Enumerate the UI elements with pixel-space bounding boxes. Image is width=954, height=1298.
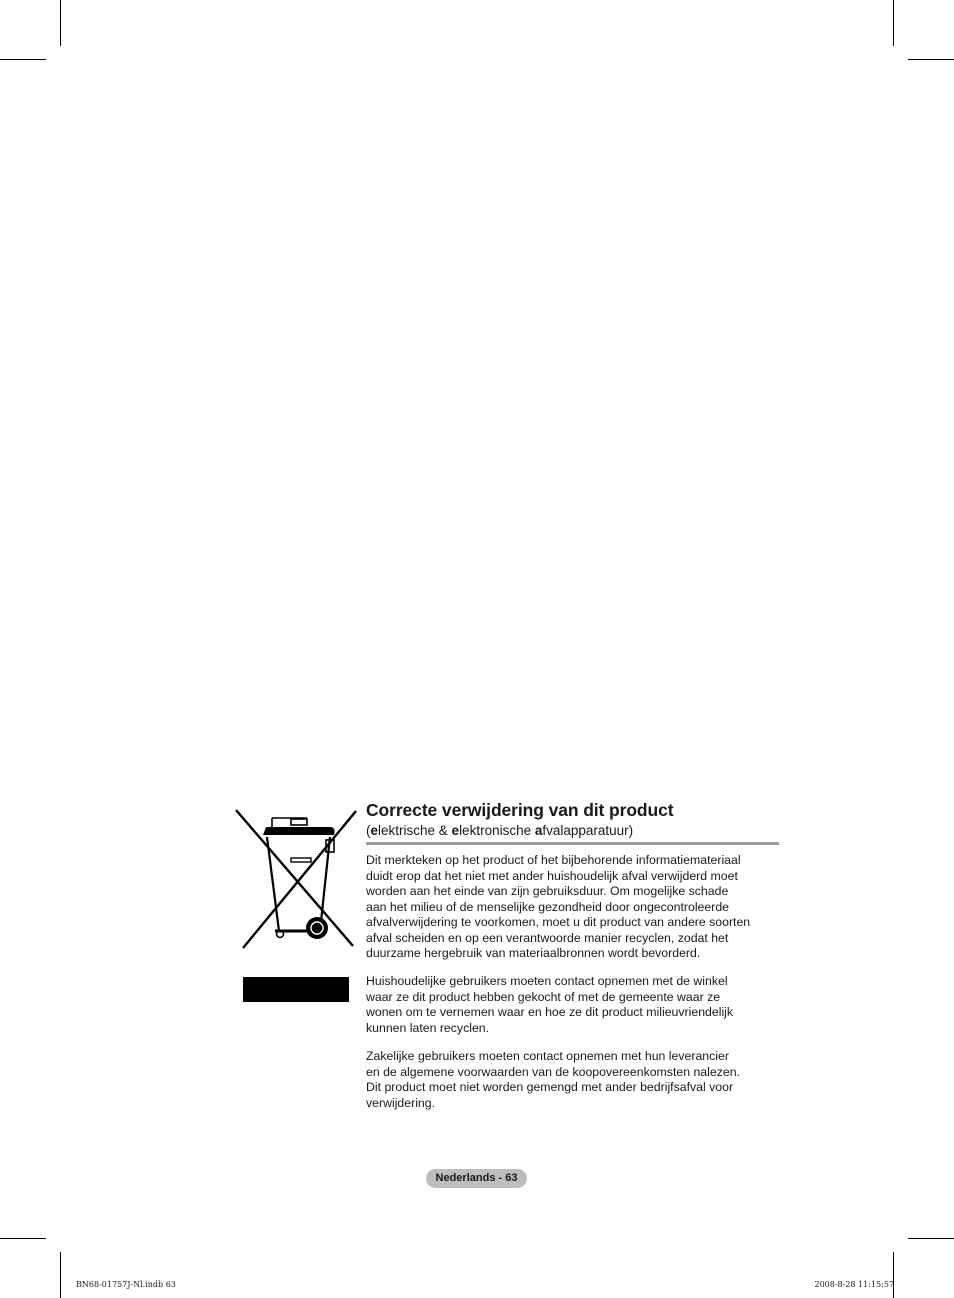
paragraph-household-users (366, 974, 782, 1036)
paragraph-line: verwijdering. (366, 1095, 436, 1110)
subtitle-part: lektrische & (378, 823, 452, 838)
paragraph-line: waar ze dit product hebben gekocht of met de gemeente waar ze (366, 989, 721, 1004)
page-number-badge: Nederlands - 63 (426, 1169, 527, 1188)
paragraph-line: en de algemene voorwaarden van de koopovereenkomsten nalezen. (366, 1064, 740, 1079)
crop-mark-top-right-horizontal (908, 59, 954, 60)
paragraph-business-users (366, 1049, 782, 1111)
crop-mark-top-left-horizontal (0, 59, 46, 60)
paragraph-line: Dit product moet niet worden gemengd met ander bedrijfsafval voor (366, 1080, 734, 1094)
paragraph-line: duurzame hergebruik van materiaalbronnen wordt bevorderd. (366, 946, 701, 960)
paragraph-line: duidt erop dat het niet met ander huishoudelijk afval verwijderd moet (366, 868, 738, 883)
crossed-out-wheelie-bin-icon (233, 808, 357, 950)
crop-mark-bottom-left-horizontal (0, 1238, 46, 1239)
subtitle-part-bold: e (370, 823, 379, 838)
crop-mark-bottom-right-vertical (893, 1252, 894, 1298)
crop-mark-top-left-vertical (60, 0, 61, 46)
print-date-info: 2008-8-28 11:15:57 (814, 1280, 894, 1289)
subtitle-part: fvalapparatuur) (542, 823, 634, 838)
paragraph-line: Huishoudelijke gebruikers moeten contact opnemen met de winkel (366, 974, 728, 988)
heading-divider (366, 842, 779, 845)
subtitle-part-bold: a (534, 823, 543, 838)
paragraph-household-disposal (366, 853, 782, 962)
crop-mark-top-right-vertical (893, 0, 894, 46)
paragraph-line: Dit merkteken op het product of het bijbehorende informatiemateriaal (366, 853, 741, 867)
paragraph-line: aan het milieu of de menselijke gezondheid door ongecontroleerde (366, 899, 730, 914)
subtitle-part-bold: e (451, 823, 460, 838)
crop-mark-bottom-right-horizontal (908, 1238, 954, 1239)
paragraph-line: worden aan het einde van zijn gebruiksduur. Om mogelijke schade (366, 884, 729, 898)
paragraph-line: Zakelijke gebruikers moeten contact opnemen met hun leverancier (366, 1049, 729, 1063)
paragraph-line: afval scheiden en op een verantwoorde manier recyclen, zodat het (366, 930, 729, 945)
crop-mark-bottom-left-vertical (60, 1252, 61, 1298)
section-subtitle (366, 823, 633, 838)
paragraph-line: wonen om te vernemen waar en hoe ze dit product milieuvriendelijk (366, 1005, 734, 1019)
paragraph-line: afvalverwijdering te voorkomen, moet u dit product van andere soorten (366, 915, 751, 929)
weee-bar-mark (243, 977, 349, 1002)
paragraph-line: kunnen laten recyclen. (366, 1020, 490, 1035)
section-title: Correcte verwijdering van dit product (366, 800, 674, 820)
print-file-info: BN68-01757J-Nl.indb 63 (76, 1280, 176, 1289)
subtitle-part: lektronische (459, 823, 535, 838)
subtitle-part: ( (366, 823, 371, 838)
